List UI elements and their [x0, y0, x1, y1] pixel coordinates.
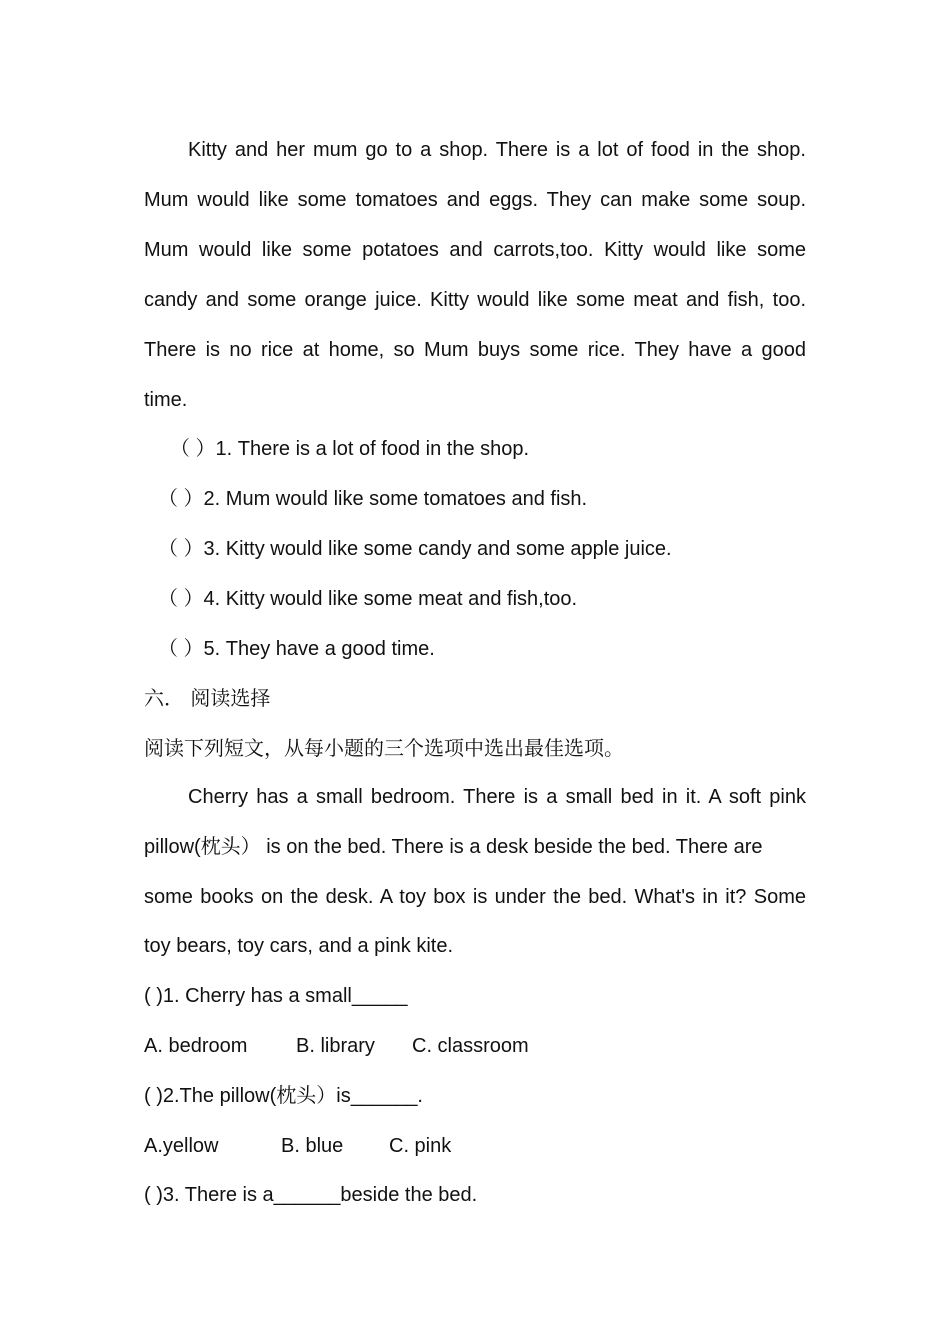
- passage2-line-2: pillow(枕头） is on the bed. There is a desk beside the bed. There are: [144, 836, 763, 858]
- mc-option: B. blue: [281, 1135, 344, 1157]
- passage2-line-1: Cherry has a small bedroom. There is a small bed in it. A soft pink: [188, 786, 806, 808]
- tf-question-2: （ ）2. Mum would like some tomatoes and fish.: [158, 488, 588, 510]
- passage1-line-6: time.: [144, 389, 188, 411]
- mc-question-2-options: [144, 1121, 806, 1171]
- passage1-line-2: Mum would like some tomatoes and eggs. They can make some soup.: [144, 189, 806, 211]
- tf-question-5: （ ）5. They have a good time.: [158, 638, 435, 660]
- passage1-line-4: candy and some orange juice. Kitty would like some meat and fish, too.: [144, 289, 806, 311]
- mc-option: A. bedroom: [144, 1035, 248, 1057]
- mc-question-1-options: [144, 1021, 806, 1071]
- passage2-line-4: toy bears, toy cars, and a pink kite.: [144, 935, 454, 957]
- tf-question-4: （ ）4. Kitty would like some meat and fish,too.: [158, 588, 578, 610]
- passage1-line-3: Mum would like some potatoes and carrots,too. Kitty would like some: [144, 239, 806, 261]
- mc-question-2: ( )2.The pillow(枕头）is______.: [144, 1085, 423, 1107]
- mc-option: B. library: [296, 1035, 375, 1057]
- passage1-line-5: There is no rice at home, so Mum buys some rice. They have a good: [144, 339, 806, 361]
- section-instruction: 阅读下列短文，从每小题的三个选项中选出最佳选项。: [144, 736, 624, 760]
- mc-option: C. pink: [389, 1135, 452, 1157]
- mc-option: C. classroom: [412, 1035, 529, 1057]
- mc-question-1: ( )1. Cherry has a small_____: [144, 985, 408, 1007]
- section-heading: 六． 阅读选择: [144, 686, 271, 710]
- mc-option: A.yellow: [144, 1135, 219, 1157]
- mc-question-3: ( )3. There is a______beside the bed.: [144, 1184, 478, 1206]
- passage1-line-1: Kitty and her mum go to a shop. There is a lot of food in the shop.: [188, 139, 806, 161]
- tf-question-3: （ ）3. Kitty would like some candy and some apple juice.: [158, 538, 672, 560]
- tf-question-1: （ ）1. There is a lot of food in the shop.: [170, 438, 530, 460]
- passage2-line-3: some books on the desk. A toy box is under the bed. What's in it? Some: [144, 886, 806, 908]
